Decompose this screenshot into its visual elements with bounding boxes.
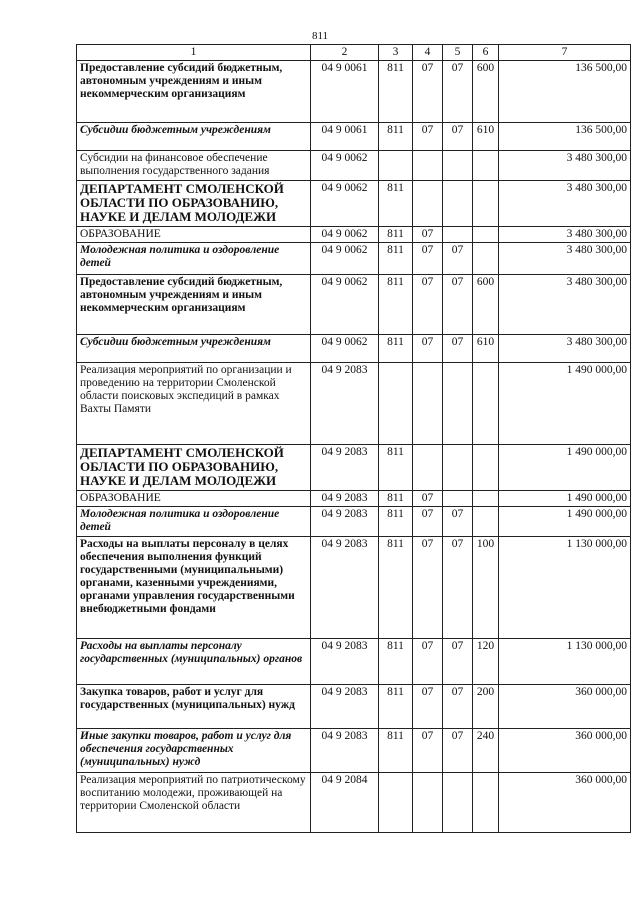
row-name: Реализация мероприятий по патриотическому воспитанию молодежи, проживающей на территории Смоленской области [77,773,311,833]
column-header-3: 3 [379,45,413,61]
row-expense-type: 610 [473,335,499,363]
row-name: Закупка товаров, работ и услуг для государственных (муниципальных) нужд [77,685,311,729]
row-expense-type [473,363,499,445]
row-target-article: 04 9 2083 [311,363,379,445]
row-ministry-code: 811 [379,537,413,639]
row-expense-type [473,773,499,833]
row-amount: 3 480 300,00 [499,151,631,181]
row-ministry-code: 811 [379,243,413,275]
table-row [77,275,631,335]
table-row [77,335,631,363]
row-section: 07 [413,491,443,507]
row-subsection [443,445,473,491]
row-subsection: 07 [443,243,473,275]
row-subsection: 07 [443,275,473,335]
row-section: 07 [413,123,443,151]
row-ministry-code: 811 [379,181,413,227]
row-target-article: 04 9 2083 [311,445,379,491]
row-target-article: 04 9 2083 [311,639,379,685]
row-target-article: 04 9 0062 [311,227,379,243]
page-number: 811 [311,30,329,42]
row-amount: 360 000,00 [499,773,631,833]
row-name: Молодежная политика и оздоровление детей [77,507,311,537]
row-target-article: 04 9 0062 [311,181,379,227]
row-section: 07 [413,537,443,639]
row-section [413,445,443,491]
row-expense-type: 610 [473,123,499,151]
row-amount: 3 480 300,00 [499,275,631,335]
row-amount: 1 130 000,00 [499,639,631,685]
row-target-article: 04 9 0062 [311,243,379,275]
row-section: 07 [413,639,443,685]
row-section [413,151,443,181]
row-amount: 136 500,00 [499,123,631,151]
row-ministry-code: 811 [379,491,413,507]
row-target-article: 04 9 2084 [311,773,379,833]
row-name: Молодежная политика и оздоровление детей [77,243,311,275]
row-name: ОБРАЗОВАНИЕ [77,227,311,243]
row-ministry-code [379,151,413,181]
table-row [77,61,631,123]
row-section: 07 [413,243,443,275]
row-section: 07 [413,685,443,729]
row-subsection: 07 [443,729,473,773]
row-name: Субсидии на финансовое обеспечение выполнения государственного задания [77,151,311,181]
table-row [77,181,631,227]
table-row [77,445,631,491]
row-ministry-code: 811 [379,445,413,491]
row-expense-type [473,507,499,537]
row-subsection [443,181,473,227]
row-section: 07 [413,507,443,537]
table-row [77,363,631,445]
row-section: 07 [413,275,443,335]
row-amount: 3 480 300,00 [499,243,631,275]
row-ministry-code: 811 [379,61,413,123]
row-section [413,181,443,227]
row-amount: 3 480 300,00 [499,335,631,363]
column-header-6: 6 [473,45,499,61]
row-ministry-code [379,363,413,445]
row-target-article: 04 9 0061 [311,123,379,151]
row-ministry-code: 811 [379,729,413,773]
row-ministry-code: 811 [379,685,413,729]
row-subsection: 07 [443,123,473,151]
row-target-article: 04 9 0062 [311,275,379,335]
row-name: Иные закупки товаров, работ и услуг для обеспечения государственных (муниципальных) нужд [77,729,311,773]
row-target-article: 04 9 2083 [311,537,379,639]
column-number-row [77,45,631,61]
table-row [77,151,631,181]
row-target-article: 04 9 0061 [311,61,379,123]
row-ministry-code: 811 [379,507,413,537]
row-subsection: 07 [443,639,473,685]
row-subsection [443,363,473,445]
row-amount: 136 500,00 [499,61,631,123]
row-amount: 1 490 000,00 [499,445,631,491]
row-target-article: 04 9 2083 [311,491,379,507]
row-section: 07 [413,335,443,363]
row-expense-type: 200 [473,685,499,729]
row-amount: 3 480 300,00 [499,181,631,227]
row-expense-type [473,151,499,181]
row-subsection: 07 [443,335,473,363]
column-header-1: 1 [77,45,311,61]
row-name: Предоставление субсидий бюджетным, автономным учреждениям и иным некоммерческим организациям [77,275,311,335]
row-expense-type [473,181,499,227]
table-row [77,491,631,507]
column-header-4: 4 [413,45,443,61]
row-expense-type: 600 [473,275,499,335]
row-expense-type: 240 [473,729,499,773]
row-ministry-code: 811 [379,335,413,363]
row-name: ОБРАЗОВАНИЕ [77,491,311,507]
table-row [77,243,631,275]
row-name: Расходы на выплаты персоналу государственных (муниципальных) органов [77,639,311,685]
row-subsection: 07 [443,537,473,639]
row-section [413,363,443,445]
table-row [77,685,631,729]
row-amount: 1 490 000,00 [499,363,631,445]
column-header-7: 7 [499,45,631,61]
row-name: Реализация мероприятий по организации и проведению на территории Смоленской области поисковых экспедиций в рамках Вахты Памяти [77,363,311,445]
row-ministry-code: 811 [379,639,413,685]
row-target-article: 04 9 2083 [311,685,379,729]
row-amount: 1 490 000,00 [499,507,631,537]
row-subsection: 07 [443,685,473,729]
row-name: Предоставление субсидий бюджетным, автономным учреждениям и иным некоммерческим организациям [77,61,311,123]
column-header-2: 2 [311,45,379,61]
row-subsection: 07 [443,61,473,123]
table-row [77,639,631,685]
row-section: 07 [413,61,443,123]
row-name: Субсидии бюджетным учреждениям [77,123,311,151]
row-amount: 1 130 000,00 [499,537,631,639]
row-expense-type: 100 [473,537,499,639]
row-name: ДЕПАРТАМЕНТ СМОЛЕНСКОЙ ОБЛАСТИ ПО ОБРАЗОВАНИЮ, НАУКЕ И ДЕЛАМ МОЛОДЕЖИ [77,181,311,227]
row-expense-type [473,227,499,243]
row-ministry-code [379,773,413,833]
row-name: Расходы на выплаты персоналу в целях обеспечения выполнения функций государственными (муниципальными) органами, казенными учреждениями, органами управления государственными внебюджетными фондами [77,537,311,639]
row-section [413,773,443,833]
row-section: 07 [413,227,443,243]
row-expense-type [473,445,499,491]
budget-table [76,44,631,833]
row-subsection [443,151,473,181]
row-ministry-code: 811 [379,227,413,243]
table-row [77,123,631,151]
row-amount: 1 490 000,00 [499,491,631,507]
table-row [77,537,631,639]
row-amount: 3 480 300,00 [499,227,631,243]
row-name: Субсидии бюджетным учреждениям [77,335,311,363]
row-expense-type: 600 [473,61,499,123]
row-target-article: 04 9 0062 [311,151,379,181]
table-row [77,507,631,537]
row-target-article: 04 9 2083 [311,507,379,537]
row-expense-type: 120 [473,639,499,685]
column-header-5: 5 [443,45,473,61]
row-subsection [443,491,473,507]
row-amount: 360 000,00 [499,729,631,773]
row-ministry-code: 811 [379,275,413,335]
row-subsection [443,227,473,243]
table-row [77,729,631,773]
table-row [77,227,631,243]
row-subsection: 07 [443,507,473,537]
row-section: 07 [413,729,443,773]
row-expense-type [473,243,499,275]
row-amount: 360 000,00 [499,685,631,729]
row-target-article: 04 9 2083 [311,729,379,773]
row-expense-type [473,491,499,507]
table-row [77,773,631,833]
row-target-article: 04 9 0062 [311,335,379,363]
row-name: ДЕПАРТАМЕНТ СМОЛЕНСКОЙ ОБЛАСТИ ПО ОБРАЗОВАНИЮ, НАУКЕ И ДЕЛАМ МОЛОДЕЖИ [77,445,311,491]
row-ministry-code: 811 [379,123,413,151]
row-subsection [443,773,473,833]
